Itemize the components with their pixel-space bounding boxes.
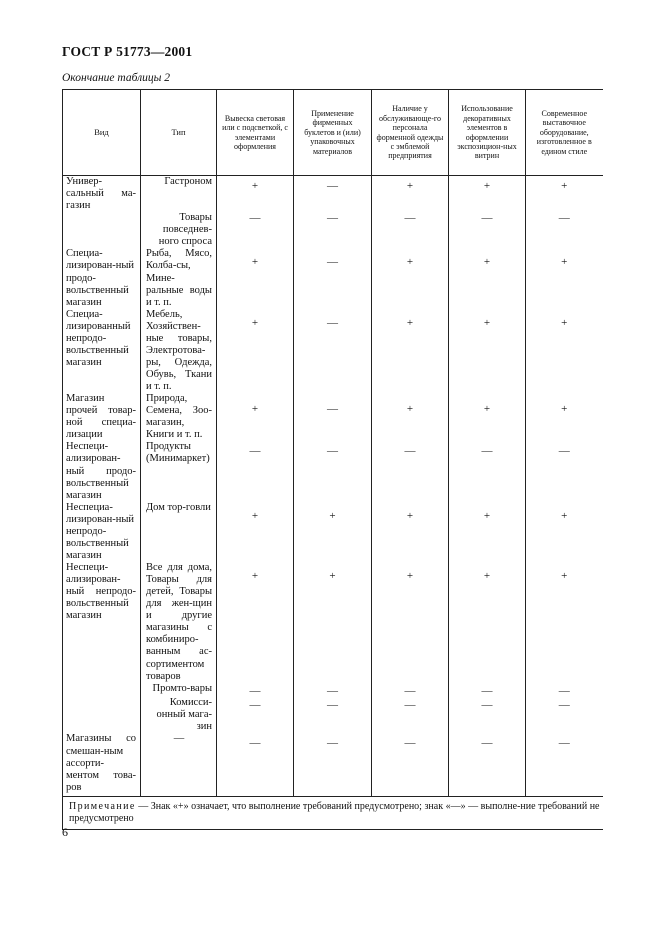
cell-decor: — [449, 697, 526, 733]
cell-decor: + [449, 248, 526, 308]
cell-vid: Магазины со смешан-ным ассорти-ментом това-ров [63, 733, 141, 796]
table-row [63, 697, 603, 733]
cell-vid [63, 683, 141, 698]
column-header-uniform: Наличие у обслуживающе-го персонала форменной одежды с эмблемой предприятия [372, 90, 449, 176]
note-text: — Знак «+» означает, что выполнение требований предусмотрено; знак «—» — выполне-ние требований не предусмотрено [69, 800, 600, 824]
cell-uniform: + [372, 248, 449, 308]
cell-uniform: — [372, 733, 449, 796]
column-header-vid: Вид [63, 90, 141, 176]
cell-tip: — [141, 733, 217, 796]
cell-vid: Специа-лизирован-ный продо-вольственный магазин [63, 248, 141, 308]
cell-signboard: + [217, 309, 294, 393]
column-header-decor: Использование декоративных элементов в оформлении экспозицион-ных витрин [449, 90, 526, 176]
cell-uniform: + [372, 309, 449, 393]
cell-equipment: — [526, 683, 603, 698]
cell-vid: Неспециа-лизирован-ный непродо-вольственный магазин [63, 502, 141, 562]
cell-signboard: + [217, 176, 294, 213]
cell-tip: Дом тор-говли [141, 502, 217, 562]
table-row [63, 733, 603, 796]
cell-decor: + [449, 309, 526, 393]
cell-signboard: — [217, 683, 294, 698]
cell-signboard: + [217, 393, 294, 441]
cell-booklets: — [294, 212, 372, 248]
cell-vid [63, 697, 141, 733]
cell-booklets: — [294, 248, 372, 308]
cell-booklets: — [294, 393, 372, 441]
document-code: ГОСТ Р 51773—2001 [62, 44, 193, 59]
cell-uniform: — [372, 697, 449, 733]
table-row [63, 248, 603, 308]
table-row [63, 212, 603, 248]
cell-decor: — [449, 441, 526, 501]
cell-uniform: — [372, 441, 449, 501]
cell-signboard: + [217, 502, 294, 562]
cell-decor: — [449, 733, 526, 796]
note-prefix: Примечание [69, 800, 136, 812]
cell-tip: Мебель, Хозяйствен-ные товары, Электротова-ры, Одежда, Обувь, Ткани и т. п. [141, 309, 217, 393]
table-caption: Окончание таблицы 2 [62, 72, 170, 84]
cell-equipment: + [526, 393, 603, 441]
cell-tip: Товары повседнев-ного спроса [141, 212, 217, 248]
cell-uniform: + [372, 176, 449, 213]
cell-decor: + [449, 562, 526, 683]
cell-vid: Специа-лизированный непродо-вольственный магазин [63, 309, 141, 393]
table-header-row [63, 90, 603, 176]
table-note-row [63, 796, 603, 829]
table-row [63, 441, 603, 501]
cell-equipment: — [526, 697, 603, 733]
cell-signboard: — [217, 212, 294, 248]
cell-uniform: — [372, 683, 449, 698]
cell-equipment: — [526, 212, 603, 248]
cell-equipment: — [526, 733, 603, 796]
cell-equipment: — [526, 441, 603, 501]
cell-tip: Все для дома, Товары для детей, Товары для жен-щин и другие магазины с комбиниро-ванным ас-сортиментом товаров [141, 562, 217, 683]
cell-tip: Продукты (Минимаркет) [141, 441, 217, 501]
cell-tip: Природа, Семена, Зоо-магазин, Книги и т. п. [141, 393, 217, 441]
cell-equipment: + [526, 502, 603, 562]
cell-vid: Неспеци-ализирован-ный непродо-вольственный магазин [63, 562, 141, 683]
cell-equipment: + [526, 248, 603, 308]
cell-booklets: — [294, 683, 372, 698]
cell-vid: Универ-сальный ма-газин [63, 176, 141, 213]
cell-tip: Гастроном [141, 176, 217, 213]
cell-decor: + [449, 176, 526, 213]
table-row [63, 393, 603, 441]
cell-uniform: + [372, 393, 449, 441]
cell-signboard: + [217, 248, 294, 308]
cell-tip: Рыба, Мясо, Колба-сы, Мине-ральные воды и т. п. [141, 248, 217, 308]
cell-vid: Неспеци-ализирован-ный продо-вольственный магазин [63, 441, 141, 501]
cell-uniform: + [372, 562, 449, 683]
cell-tip: Комисси-онный мага-зин [141, 697, 217, 733]
cell-equipment: + [526, 309, 603, 393]
table-row [63, 502, 603, 562]
cell-equipment: + [526, 562, 603, 683]
cell-booklets: + [294, 562, 372, 683]
cell-signboard: + [217, 562, 294, 683]
table-note [63, 796, 603, 829]
cell-decor: + [449, 393, 526, 441]
cell-booklets: — [294, 176, 372, 213]
cell-signboard: — [217, 733, 294, 796]
page-number: 6 [62, 825, 68, 839]
column-header-signboard: Вывеска световая или с подсветкой, с элементами оформления [217, 90, 294, 176]
table-row [63, 309, 603, 393]
cell-decor: — [449, 212, 526, 248]
table-row [63, 683, 603, 698]
cell-vid: Магазин прочей товар-ной специа-лизации [63, 393, 141, 441]
cell-booklets: — [294, 697, 372, 733]
column-header-booklets: Применение фирменных буклетов и (или) упаковочных материалов [294, 90, 372, 176]
cell-uniform: — [372, 212, 449, 248]
cell-booklets: + [294, 502, 372, 562]
column-header-equipment: Современное выставочное оборудование, изготовленное в едином стиле [526, 90, 603, 176]
cell-vid [63, 212, 141, 248]
cell-uniform: + [372, 502, 449, 562]
table-row [63, 176, 603, 213]
cell-decor: + [449, 502, 526, 562]
requirements-table [62, 89, 603, 830]
cell-equipment: + [526, 176, 603, 213]
cell-signboard: — [217, 441, 294, 501]
cell-signboard: — [217, 697, 294, 733]
column-header-tip: Тип [141, 90, 217, 176]
cell-booklets: — [294, 309, 372, 393]
cell-booklets: — [294, 441, 372, 501]
cell-tip: Промто-вары [141, 683, 217, 698]
cell-booklets: — [294, 733, 372, 796]
table-row [63, 562, 603, 683]
cell-decor: — [449, 683, 526, 698]
